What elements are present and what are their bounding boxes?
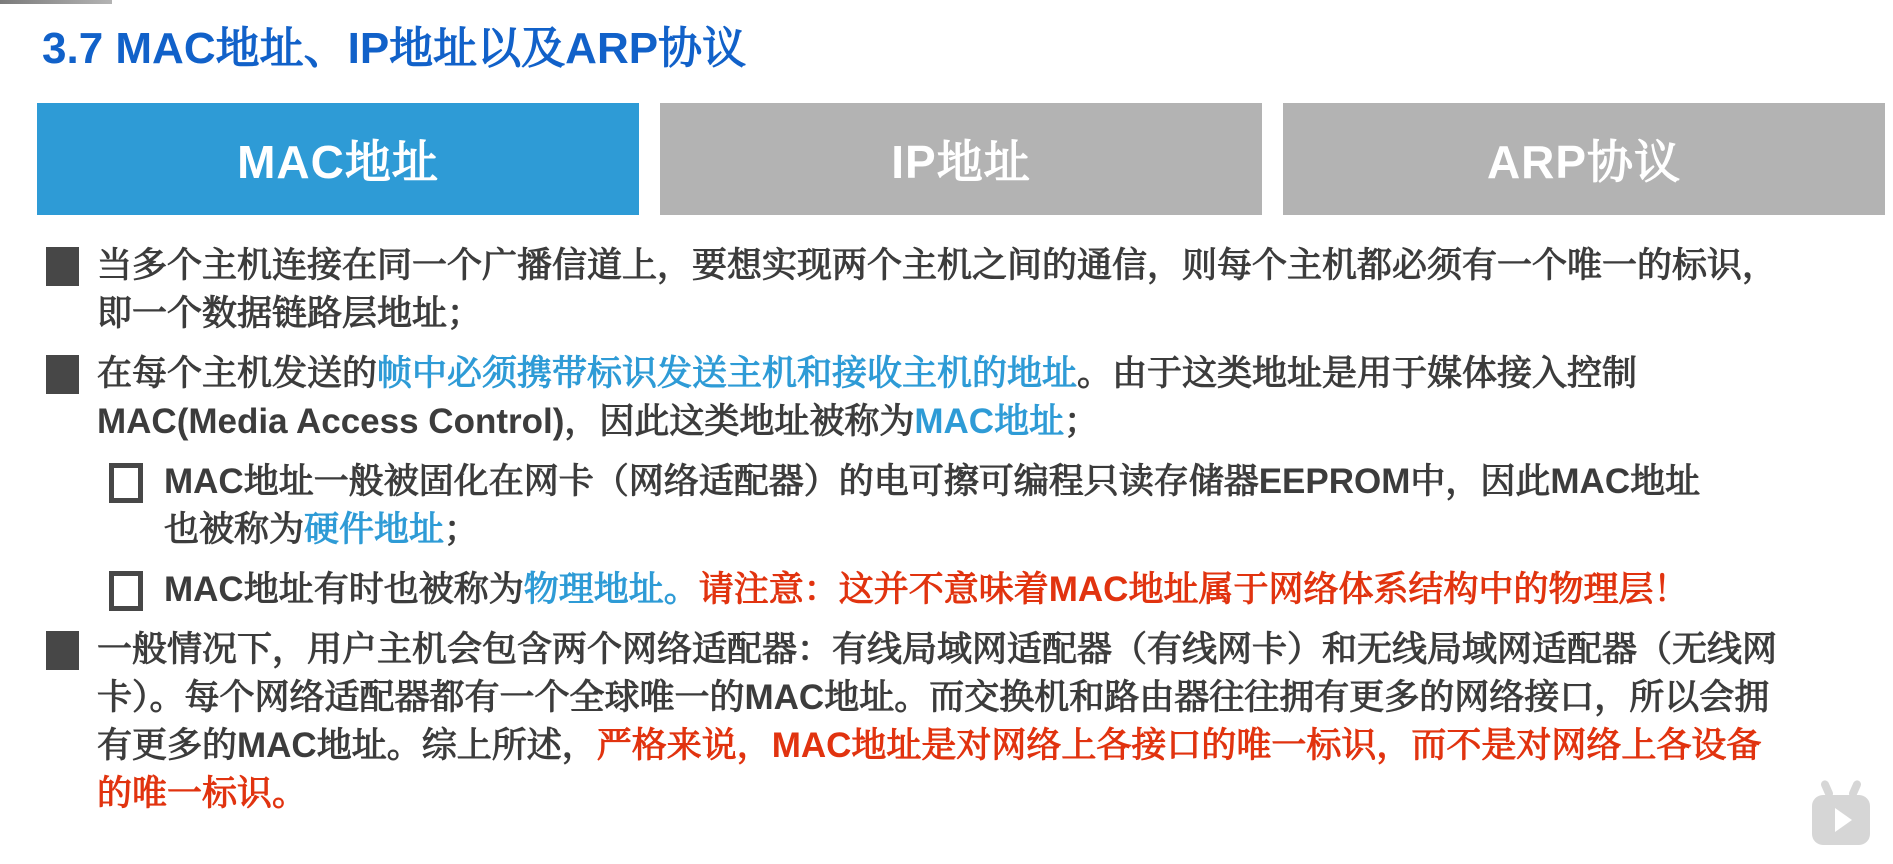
- play-icon: [1804, 776, 1878, 852]
- bullet-item: [109, 566, 1787, 614]
- outline-square-bullet-icon: [109, 571, 143, 611]
- tab-ip-address[interactable]: IP地址: [660, 103, 1262, 215]
- bullet-text: [97, 350, 1787, 446]
- text-segment-normal: ；: [444, 510, 480, 549]
- text-segment-red: 请注意：这并不意味着MAC地址属于网络体系结构中的物理层！: [698, 570, 1689, 609]
- tab-arp-protocol[interactable]: ARP协议: [1283, 103, 1885, 215]
- video-play-button[interactable]: [1804, 776, 1878, 852]
- bullet-text: [164, 566, 1734, 614]
- filled-square-bullet-icon: [46, 355, 79, 394]
- page-title: 3.7 MAC地址、IP地址以及ARP协议: [42, 24, 747, 73]
- text-segment-blue: 帧中必须携带标识发送主机和接收主机的地址: [377, 354, 1078, 393]
- bullet-text: [97, 242, 1787, 338]
- text-segment-normal: 在每个主机发送的: [97, 354, 378, 393]
- text-segment-normal: ；: [1064, 402, 1100, 441]
- tab-bar: [37, 103, 1885, 215]
- bullet-item: [46, 626, 1787, 818]
- text-segment-normal: 。由于这类地址是用于媒体接入控制MAC(Media Access Control)，因此这类地址被称为: [97, 354, 1638, 441]
- text-segment-blue: 硬件地址: [304, 510, 445, 549]
- tab-mac-address[interactable]: MAC地址: [37, 103, 639, 215]
- text-segment-normal: MAC地址有时也被称为: [164, 570, 524, 609]
- window-edge-artifact: [0, 0, 112, 4]
- text-segment-red: 严格来说，MAC地址是对网络上各接口的唯一标识，而不是对网络上各设备的唯一标识。: [97, 726, 1762, 813]
- filled-square-bullet-icon: [46, 631, 79, 670]
- filled-square-bullet-icon: [46, 247, 79, 286]
- bullet-item: [46, 350, 1787, 446]
- text-segment-normal: 当多个主机连接在同一个广播信道上，要想实现两个主机之间的通信，则每个主机都必须有一个唯一的标识，即一个数据链路层地址；: [97, 246, 1778, 333]
- text-segment-normal: 一般情况下，用户主机会包含两个网络适配器：有线局域网适配器（有线网卡）和无线局域网适配器（无线网卡）。每个网络适配器都有一个全球唯一的MAC地址。而交换机和路由器往往拥有更多的网络接口，所以会拥有更多的MAC地址。综上所述，: [97, 630, 1778, 765]
- bullet-text: [97, 626, 1787, 818]
- bullet-text: [164, 458, 1734, 554]
- outline-square-bullet-icon: [109, 463, 143, 503]
- bullet-list: [46, 242, 1787, 818]
- text-segment-blue: 物理地址。: [523, 570, 699, 609]
- text-segment-blue: MAC地址: [914, 402, 1065, 441]
- bullet-item: [109, 458, 1787, 554]
- text-segment-normal: MAC地址一般被固化在网卡（网络适配器）的电可擦可编程只读存储器EEPROM中，因此MAC地址也被称为: [164, 462, 1701, 549]
- bullet-item: [46, 242, 1787, 338]
